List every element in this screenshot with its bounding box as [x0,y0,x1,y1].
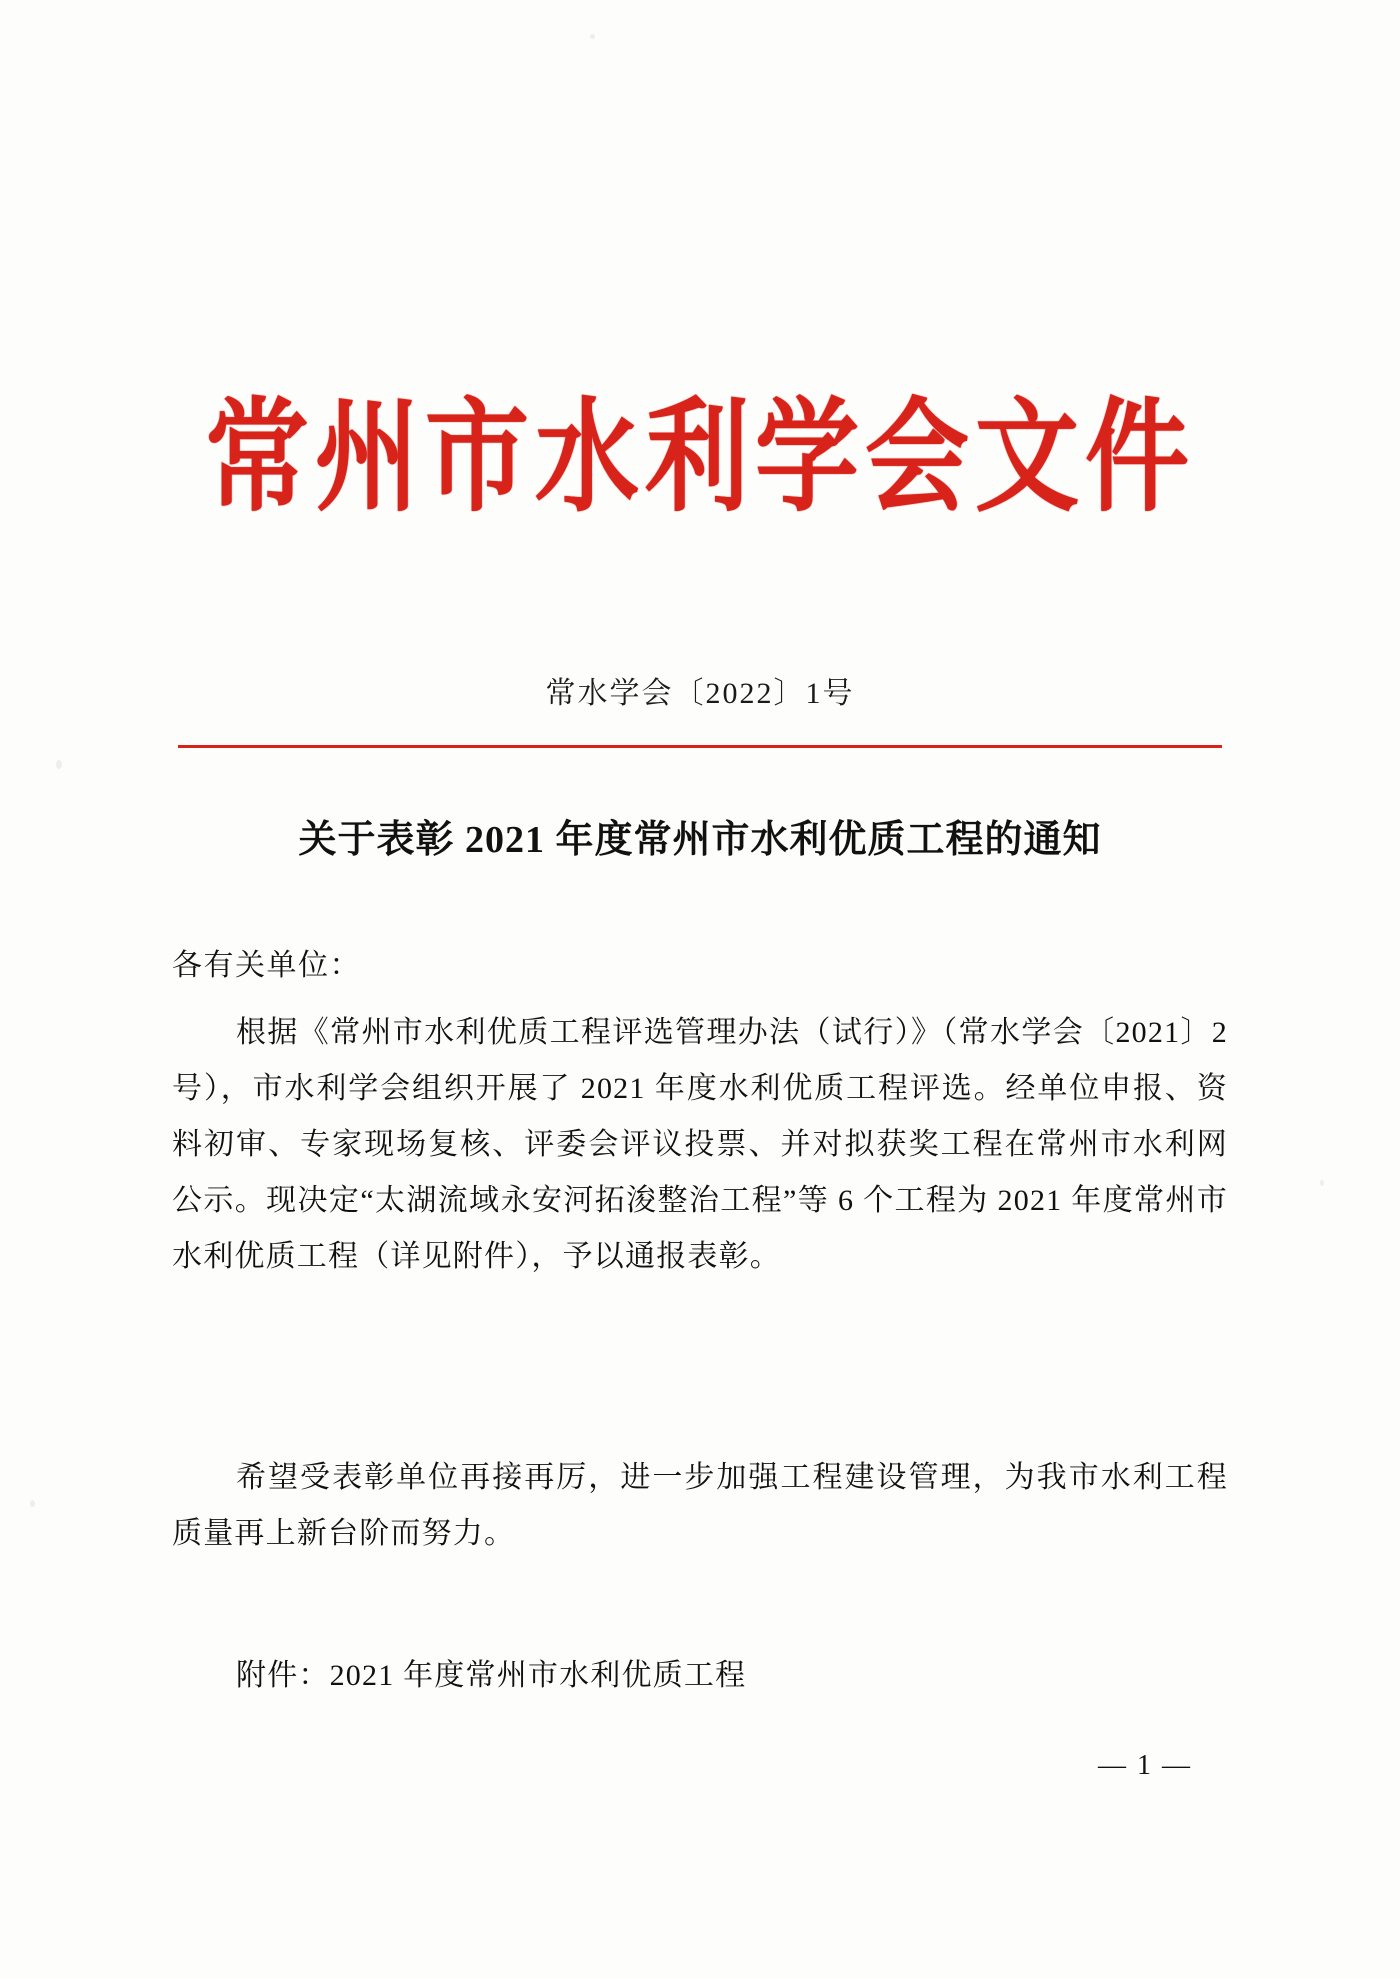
body-paragraph-1: 根据《常州市水利优质工程评选管理办法（试行）》（常水学会〔2021〕2号），市水利学会组织开展了 2021 年度水利优质工程评选。经单位申报、资料初审、专家现场复核、评委会评议投票、并对拟获奖工程在常州市水利网公示。现决定“太湖流域永安河拓浚整治工程”等 6 个工程为 2021 年度常州市水利优质工程（详见附件），予以通报表彰。 [172,1016,1228,1273]
document-number: 常水学会〔2022〕1号 [545,677,855,710]
scan-speckle [1320,1180,1324,1186]
document-content [168,0,1232,1979]
body-paragraph-2: 希望受表彰单位再接再厉，进一步加强工程建设管理，为我市水利工程质量再上新台阶而努力。 [172,1461,1228,1550]
scan-speckle [30,1500,35,1507]
page-number: — 1 — [1098,1750,1192,1781]
red-horizontal-rule [178,745,1222,748]
page-title: 关于表彰 2021 年度常州市水利优质工程的通知 [298,819,1102,861]
scan-speckle [56,760,62,769]
salutation-text: 各有关单位： [172,949,361,982]
attachment-line: 附件：2021 年度常州市水利优质工程 [236,1659,747,1692]
document-masthead-title: 常州市水利学会文件 [204,390,1195,527]
